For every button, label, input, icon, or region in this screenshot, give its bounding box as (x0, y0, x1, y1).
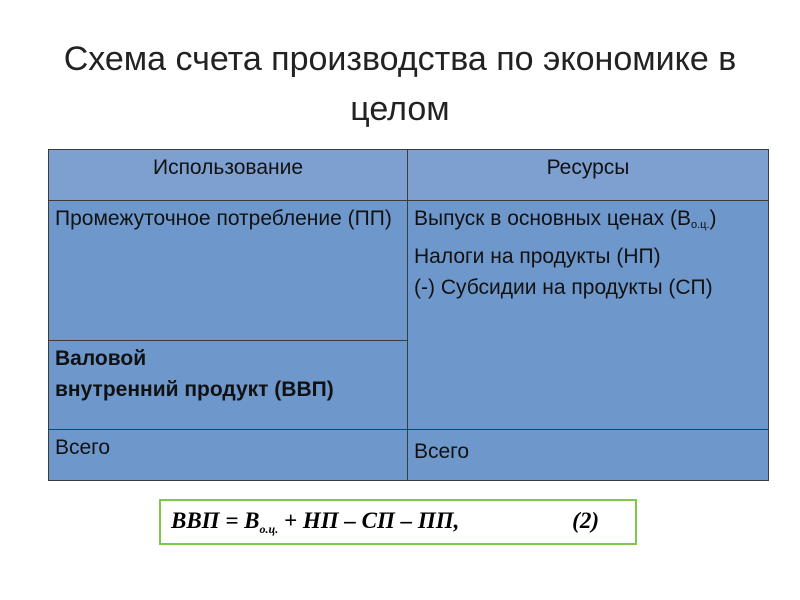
table-row (49, 201, 769, 341)
production-account-table (48, 149, 769, 481)
slide-title: Схема счета производства по экономике в целом (63, 40, 737, 128)
formula-box (159, 499, 637, 545)
subsidies-text: (-) Субсидии на продукты (СП) (414, 276, 713, 299)
formula-number: (2) (572, 508, 599, 533)
formula-subscript: о.ц. (259, 522, 279, 536)
table-header-row (49, 150, 769, 201)
taxes-text: Налоги на продукты (НП) (414, 245, 661, 268)
header-resources: Ресурсы (408, 150, 769, 201)
usage-total-text: Всего (55, 436, 111, 459)
usage-gdp-cell (49, 341, 408, 430)
gdp-formula: ВВП = $В_{о.ц.}$ + НП – СП – ПП, (171, 508, 460, 536)
table-row (49, 430, 769, 481)
resources-total-cell (408, 430, 769, 481)
usage-intermediate-cell (49, 201, 408, 341)
gdp-line-2: внутренний продукт (ВВП) (55, 378, 334, 401)
resources-total-text: Всего (414, 440, 470, 463)
output-subscript: о.ц. (690, 219, 710, 231)
intermediate-consumption-text: Промежуточное потребление (ПП) (55, 207, 392, 230)
output-text: Выпуск в основных ценах $(В_{о.ц.})$ (414, 207, 717, 231)
header-usage: Использование (49, 150, 408, 201)
gdp-line-1: Валовой (55, 347, 147, 370)
usage-total-cell (49, 430, 408, 481)
resources-cell (408, 201, 769, 430)
